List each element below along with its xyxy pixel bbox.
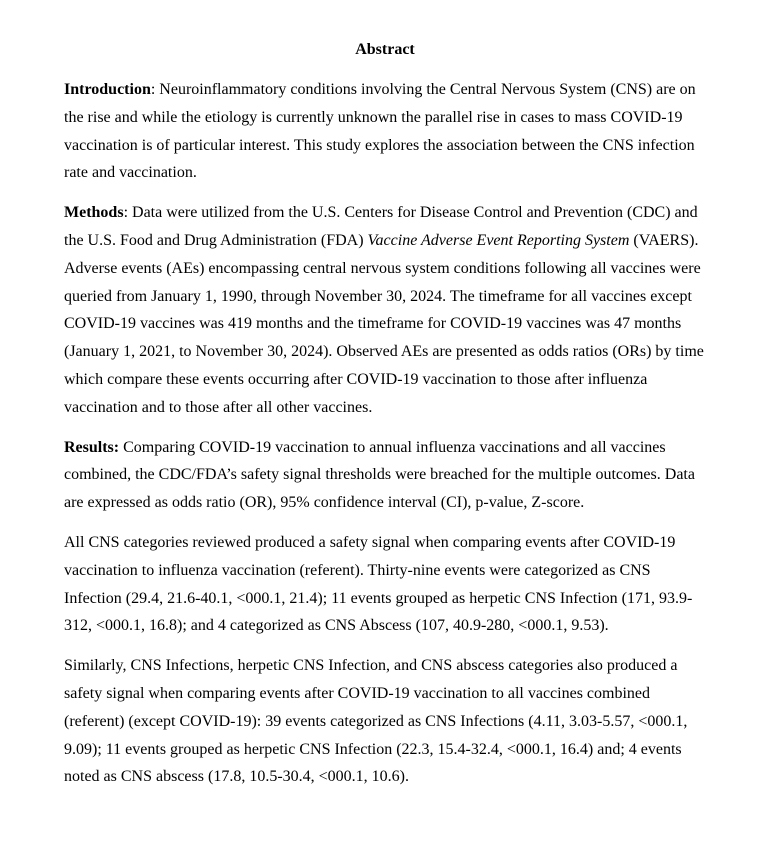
- methods-text: : Data were utilized from the U.S. Centers for Disease Control and Prevention (CDC) and the U.S. Food and Drug Administration (FDA): [64, 204, 698, 249]
- methods-label: Methods: [64, 204, 124, 222]
- results-paragraph: [64, 434, 704, 517]
- introduction-paragraph: [64, 76, 704, 187]
- vaers-name: Vaccine Adverse Event Reporting System: [367, 231, 630, 249]
- methods-paragraph: [64, 199, 704, 421]
- all-vaccines-comparison-paragraph: Similarly, CNS Infections, herpetic CNS Infection, and CNS abscess categories also produced a safety signal when comparing events after COVID-19 vaccination to all vaccines combined (referent) (except COVID-19): 39 events categorized as CNS Infections (4.11, 3.03-5.57, <000.1, 9.09); 11 events grouped as herpetic CNS Infection (22.3, 15.4-32.4, <000.1, 16.4) and; 4 events noted as CNS abscess (17.8, 10.5-30.4, <000.1, 10.6).: [64, 657, 688, 786]
- results-text: Comparing COVID-19 vaccination to annual influenza vaccinations and all vaccines combined, the CDC/FDA’s safety signal thresholds were breached for the multiple outcomes. Data are expressed as odds ratio (OR), 95% confidence interval (CI), p-value, Z-score.: [64, 438, 695, 512]
- introduction-text: : Neuroinflammatory conditions involving the Central Nervous System (CNS) are on the rise and while the etiology is currently unknown the parallel rise in cases to mass COVID-19 vaccination is of particular interest. This study explores the association between the CNS infection rate and vaccination.: [64, 81, 696, 182]
- abstract-title: Abstract: [355, 41, 415, 58]
- influenza-comparison-paragraph: All CNS categories reviewed produced a safety signal when comparing events after COVID-19 vaccination to influenza vaccination (referent). Thirty-nine events were categorized as CNS Infection (29.4, 21.6-40.1, <000.1, 21.4); 11 events grouped as herpetic CNS Infection (171, 93.9-312, <000.1, 16.8); and 4 categorized as CNS Abscess (107, 40.9-280, <000.1, 9.53).: [64, 533, 693, 635]
- introduction-label: Introduction: [64, 81, 151, 98]
- abstract-page: [64, 38, 704, 803]
- results-label: Results:: [64, 438, 120, 456]
- methods-text-cont: (VAERS). Adverse events (AEs) encompassing central nervous system conditions following all vaccines were queried from January 1, 1990, through November 30, 2024. The timeframe for all vaccines except COVID-19 vaccines was 419 months and the timeframe for COVID-19 vaccines was 47 months (January 1, 2021, to November 30, 2024). Observed AEs are presented as odds ratios (ORs) by time which compare these events occurring after COVID-19 vaccination to those after influenza vaccination and to those after all other vaccines.: [64, 231, 704, 416]
